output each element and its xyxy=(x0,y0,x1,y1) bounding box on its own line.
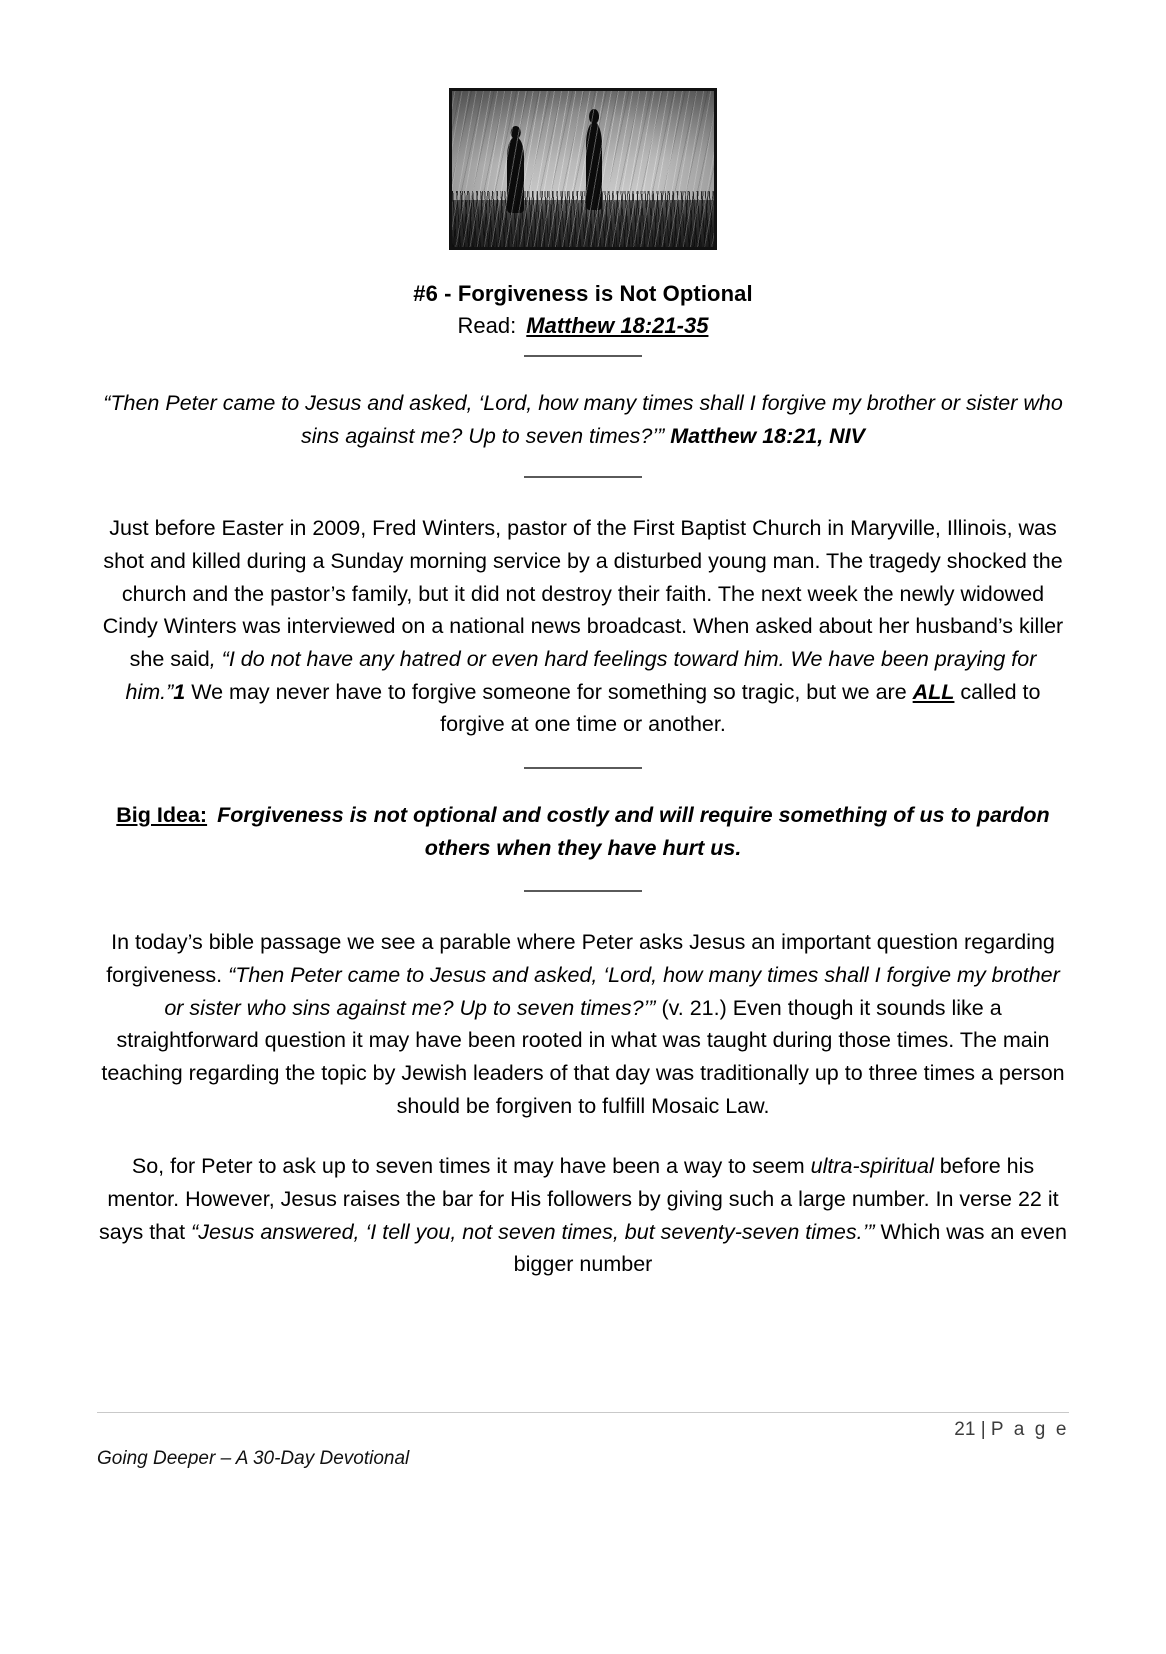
divider-3 xyxy=(97,767,1069,769)
divider-1 xyxy=(97,355,1069,357)
scripture-quote-block xyxy=(97,387,1069,452)
hero-image-container xyxy=(97,0,1069,255)
matthew-quote-verse-21: “Then Peter came to Jesus and asked, ‘Lord, how many times shall I forgive my brother or sister who sins against me? Up to seven times?’” xyxy=(164,963,1060,1020)
passage-paragraph xyxy=(97,926,1069,1122)
story-text-part-2: We may never have to forgive someone for something so tragic, but we are xyxy=(185,679,913,704)
cindy-winters-quote: , “I do not have any hatred or even hard feelings toward him. We have been praying for him.” xyxy=(125,647,1037,704)
story-paragraph xyxy=(97,512,1069,741)
footnote-marker: 1 xyxy=(173,679,186,704)
matthew-quote-verse-22: “Jesus answered, ‘I tell you, not seven times, but seventy-seven times.’” xyxy=(191,1219,875,1244)
closing-text-part-1: So, for Peter to ask up to seven times it may have been a way to seem xyxy=(131,1154,811,1179)
closing-text-part-3: Which was an even bigger number xyxy=(513,1219,1067,1277)
scripture-citation: Matthew 18:21, NIV xyxy=(670,423,865,448)
divider-line xyxy=(524,890,642,892)
divider-line xyxy=(524,767,642,769)
passage-text-part-2: (v. 21.) Even though it sounds like a straightforward question it may have been rooted in what was taught during those times. The main teaching regarding the topic by Jewish leaders of that day was traditionally up to three times a person should be forgiven to fulfill Mosaic Law. xyxy=(101,995,1065,1118)
story-text-part-1: Just before Easter in 2009, Fred Winters, pastor of the First Baptist Church in Maryville, Illinois, was shot and killed during a Sunday morning service by a disturbed young man. The tragedy shocked the church and the pastor’s family, but it did not destroy their faith. The next week the newly widowed Cindy Winters was interviewed on a national news broadcast. When asked about her husband’s killer she said xyxy=(102,516,1064,672)
divider-4 xyxy=(97,890,1069,892)
passage-text-part-1: In today’s bible passage we see a parable where Peter asks Jesus an important question regarding forgiveness. xyxy=(106,930,1055,988)
book-title-footer: Going Deeper – A 30-Day Devotional xyxy=(97,1448,410,1469)
page-number-footer xyxy=(954,1419,1069,1441)
image-vignette xyxy=(452,91,714,247)
closing-paragraph xyxy=(97,1150,1069,1281)
footer-divider xyxy=(97,1412,1069,1413)
ultra-spiritual-emphasis: ultra-spiritual xyxy=(810,1154,934,1179)
devotional-title: #6 - Forgiveness is Not Optional xyxy=(413,281,753,306)
big-idea-block xyxy=(97,799,1069,864)
read-scripture-reference: Matthew 18:21-35 xyxy=(526,313,709,338)
page-word-label: P a g e xyxy=(990,1419,1069,1440)
big-idea-label: Big Idea: xyxy=(116,803,208,828)
story-text-part-3: called to forgive at one time or another. xyxy=(440,679,1041,737)
page-number-separator: | xyxy=(975,1419,991,1440)
divider-2 xyxy=(97,476,1069,478)
all-emphasis: ALL xyxy=(912,679,955,704)
rain-silhouettes-image xyxy=(449,88,717,250)
read-passage-line xyxy=(97,313,1069,339)
closing-text-part-2: before his mentor. However, Jesus raises the bar for His followers by giving such a large number. In verse 22 it says that xyxy=(99,1154,1059,1244)
scripture-quote-text: “Then Peter came to Jesus and asked, ‘Lord, how many times shall I forgive my brother or sister who sins against me? Up to seven times?’” xyxy=(103,391,1063,448)
page-number-value: 21 xyxy=(954,1419,976,1440)
divider-line xyxy=(524,476,642,478)
divider-line xyxy=(524,355,642,357)
page-content xyxy=(97,0,1069,1281)
big-idea-text: Forgiveness is not optional and costly and will require something of us to pardon others when they have hurt us. xyxy=(217,803,1050,860)
read-label: Read: xyxy=(457,313,517,338)
